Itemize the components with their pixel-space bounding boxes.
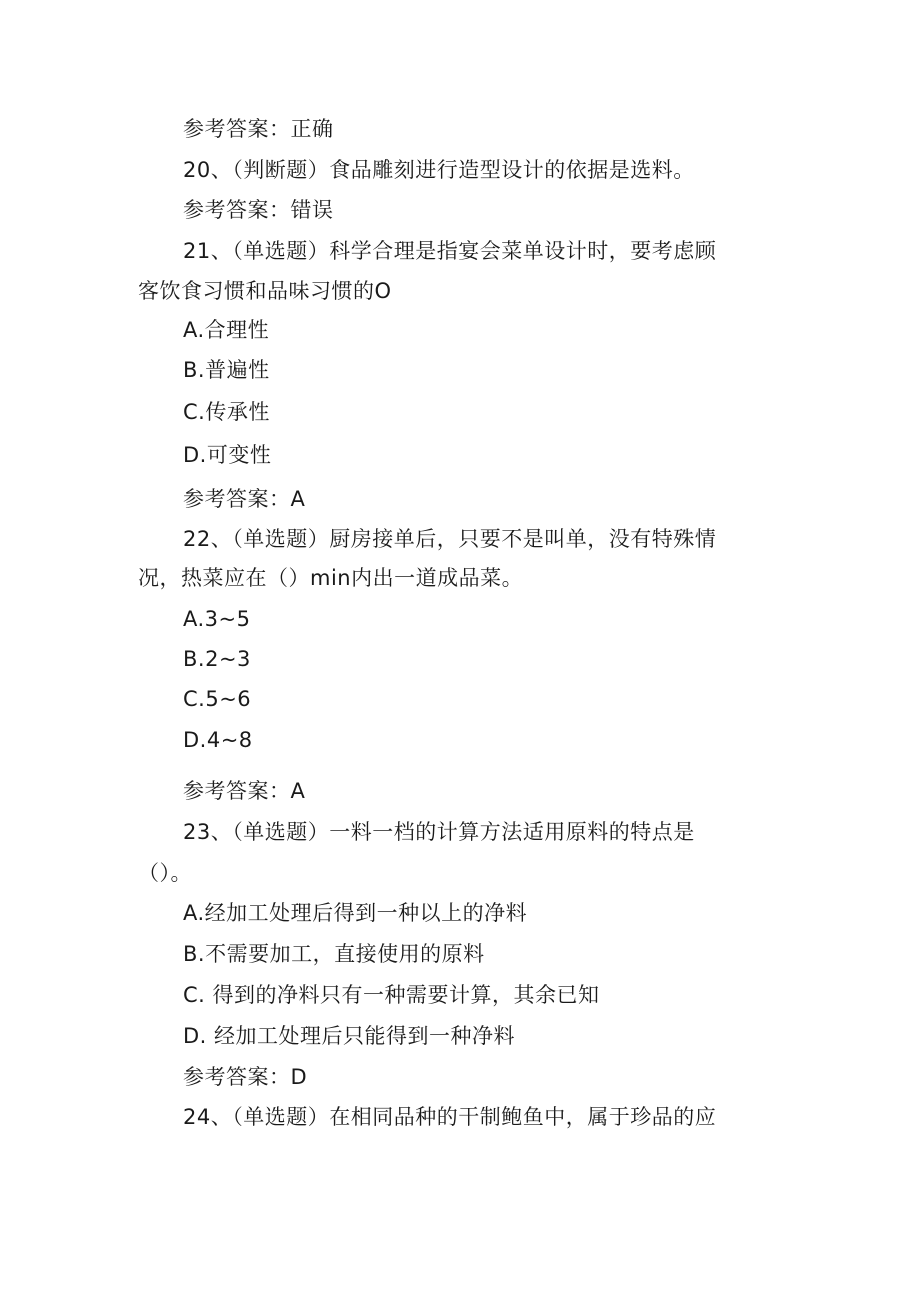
answer-line: 参考答案：D [183,1065,308,1089]
option-b: B.普遍性 [183,358,270,382]
option-d: D.4~8 [183,728,253,752]
answer-line: 参考答案：正确 [183,117,334,141]
question-21-continued: 客饮食习惯和品味习惯的O [138,279,392,303]
answer-line: 参考答案：A [183,779,306,803]
question-23-continued: （）。 [138,861,192,885]
option-a: A.3~5 [183,607,251,631]
option-c: C.传承性 [183,400,270,424]
question-22-continued: 况，热菜应在（）min内出一道成品菜。 [138,566,524,590]
question-21: 21、（单选题）科学合理是指宴会菜单设计时，要考虑顾 [183,239,717,263]
option-b: B.不需要加工，直接使用的原料 [183,942,485,966]
question-20: 20、（判断题）食品雕刻进行造型设计的依据是选料。 [183,158,695,182]
option-a: A.经加工处理后得到一种以上的净料 [183,901,528,925]
option-b: B.2~3 [183,647,251,671]
question-22: 22、（单选题）厨房接单后，只要不是叫单，没有特殊情 [183,527,717,551]
option-c: C.5~6 [183,687,252,711]
option-d: D.可变性 [183,443,272,467]
option-a: A.合理性 [183,318,270,342]
option-c: C. 得到的净料只有一种需要计算，其余已知 [183,983,600,1007]
question-24: 24、（单选题）在相同品种的干制鲍鱼中，属于珍品的应 [183,1105,717,1129]
option-d: D. 经加工处理后只能得到一种净料 [183,1024,516,1048]
answer-line: 参考答案：错误 [183,198,334,222]
question-23: 23、（单选题）一料一档的计算方法适用原料的特点是 [183,820,695,844]
answer-line: 参考答案：A [183,487,306,511]
